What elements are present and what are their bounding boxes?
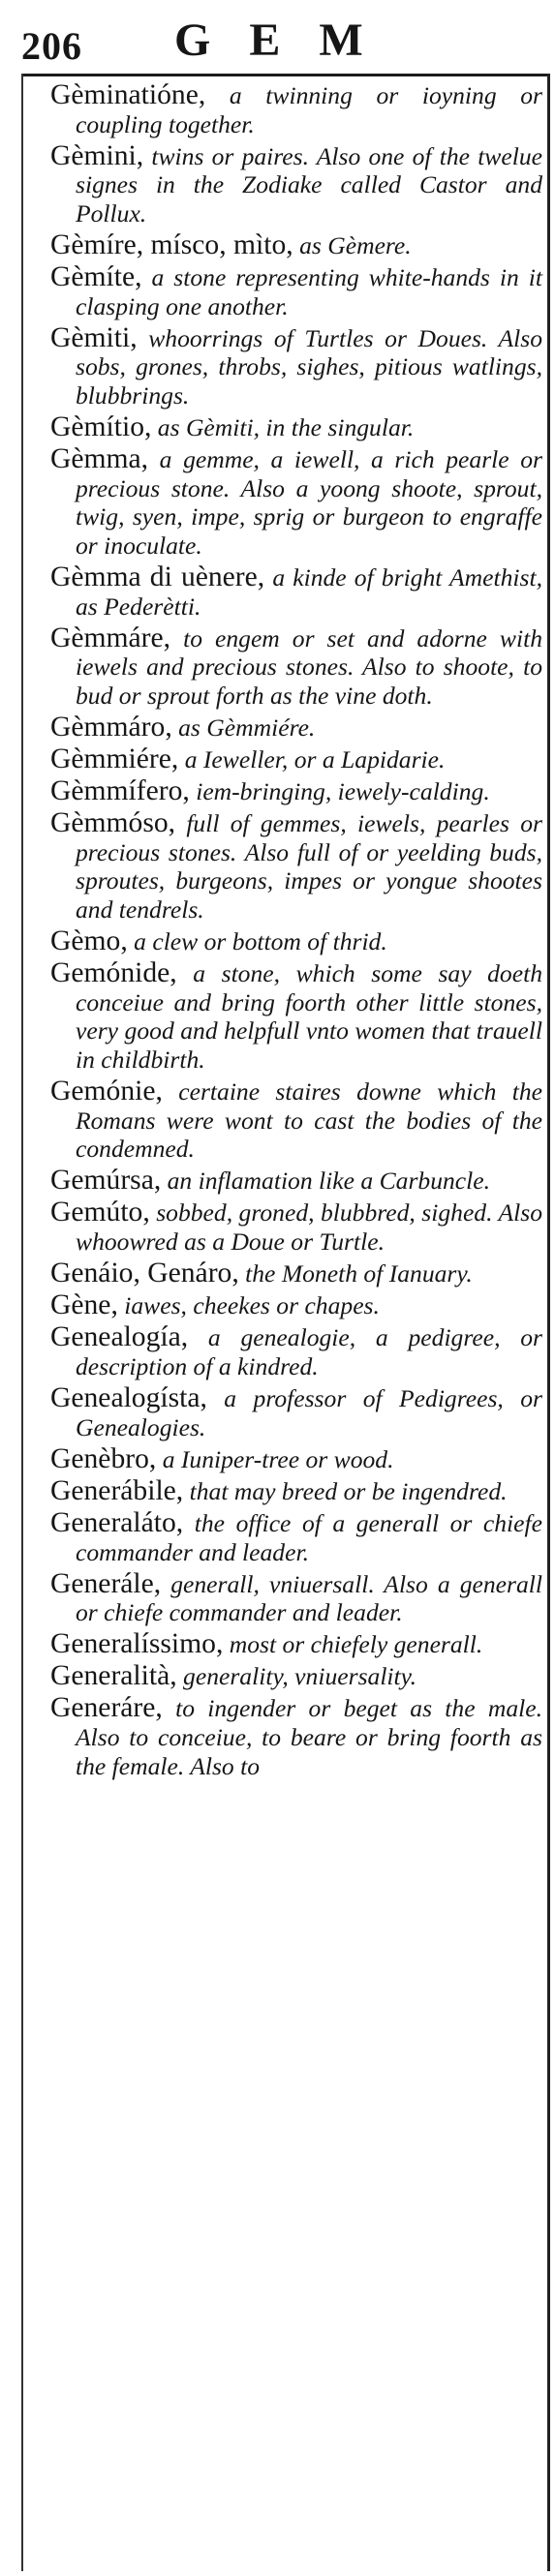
headword: Gemónide,: [50, 957, 177, 989]
definition: a professor of Pedigrees, or Genealogies.: [76, 1384, 542, 1441]
definition: a stone, which some say doeth conceiue and bring foorth other little stones, very good and helpfull vnto women that trauell in childbirth.: [76, 959, 542, 1074]
headword: Gèminatióne,: [50, 79, 206, 110]
headword: Generaláto,: [50, 1506, 184, 1538]
dictionary-entry: [29, 1323, 542, 1380]
headword: Gèmma di uènere,: [50, 561, 265, 592]
dictionary-entry: [29, 1474, 542, 1506]
dictionary-entry: [29, 1077, 542, 1164]
headword: Gèmmáre,: [50, 621, 171, 653]
definition: as Gèmiti, in the singular.: [151, 413, 415, 442]
definition: a Iuniper-tree or wood.: [156, 1444, 394, 1473]
headword: Genealogísta,: [50, 1382, 207, 1414]
definition: a genealogie, a pedigree, or description of a kindred.: [76, 1323, 542, 1380]
page-title: GEM: [174, 15, 402, 66]
dictionary-entry: [29, 1662, 542, 1691]
headword: Generáre,: [50, 1694, 163, 1724]
dictionary-entry: [29, 563, 542, 621]
dictionary-entry: [29, 413, 542, 442]
definition: the Moneth of Ianuary.: [238, 1259, 473, 1288]
headword: Gèmmáro,: [50, 711, 172, 742]
headword: Gèmma,: [50, 443, 149, 475]
definition: that may breed or be ingendred.: [183, 1476, 508, 1505]
definition: iem-bringing, iewely-calding.: [189, 777, 490, 806]
headword: Gèmini,: [50, 139, 144, 171]
definition: a gemme, a iewell, a rich pearle or precious stone. Also a yoong shoote, sprout, twig, syen, impe, sprig or burgeon to engraffe or inoculate.: [76, 445, 542, 560]
definition: to engem or set and adorne with iewels and precious stones. Also to shoote, to bud or sprout forth as the vine doth.: [76, 623, 542, 710]
dictionary-entry: [29, 1384, 542, 1441]
definition: an inflamation like a Carbuncle.: [161, 1167, 491, 1196]
dictionary-entry: [29, 1630, 542, 1659]
headword: Gèmmiére,: [50, 743, 179, 775]
dictionary-entry: [29, 1694, 542, 1825]
definition: a clew or bottom of thrid.: [127, 927, 387, 956]
definition: full of gemmes, iewels, pearles or precious stones. Also full of or yeelding buds, sproutes, burgeons, impes or yongue shootes and tendrels.: [76, 809, 542, 924]
dictionary-entry: [29, 1291, 542, 1320]
dictionary-entry: [29, 263, 542, 320]
dictionary-entry: [29, 1567, 542, 1627]
headword: Genealogía,: [50, 1321, 189, 1353]
header-rule: [21, 74, 549, 76]
dictionary-entry: [29, 1506, 542, 1566]
definition: sobbed, groned, blubbred, sighed. Also whoowred as a Doue or Turtle.: [76, 1198, 542, 1257]
headword: Gèmiti,: [50, 321, 138, 353]
running-header: [0, 0, 555, 77]
right-column-rule: [547, 74, 550, 2571]
headword: Generalíssimo,: [50, 1628, 224, 1660]
dictionary-entry: [29, 745, 542, 774]
definition: a Ieweller, or a Lapidarie.: [178, 745, 446, 774]
dictionary-entry: [29, 959, 542, 1074]
dictionary-entry: [29, 777, 542, 806]
dictionary-entry: [29, 81, 542, 138]
definition: most or chiefely generall.: [223, 1630, 483, 1659]
headword: Gèmítio,: [50, 411, 152, 443]
left-column-rule: [21, 74, 23, 2571]
headword: Generábile,: [50, 1474, 184, 1506]
definition: twins or paires. Also one of the twelue signes in the Zodiake called Castor and Pollux.: [76, 141, 542, 227]
dictionary-entry: [29, 445, 542, 560]
definition: generall, vniuersall. Also a generall or chiefe commander and leader.: [76, 1569, 542, 1627]
dictionary-entry: [29, 139, 542, 228]
definition: the office of a generall or chiefe commander and leader.: [76, 1508, 542, 1566]
dictionary-entry: [29, 228, 542, 260]
definition: generality, vniuersality.: [176, 1662, 417, 1691]
definition: a twinning or ioyning or coupling together.: [76, 81, 542, 138]
headword: Gèmíte,: [50, 261, 142, 293]
headword: Gemúto,: [50, 1197, 150, 1228]
dictionary-entry: [29, 809, 542, 924]
dictionary-entry: [29, 1259, 542, 1288]
dictionary-entry: [29, 713, 542, 742]
headword: Gène,: [50, 1289, 118, 1321]
headword: Generále,: [50, 1567, 162, 1599]
definition: as Gèmmiére.: [171, 712, 316, 742]
headword: Gemónie,: [50, 1076, 163, 1107]
headword: Gèmmóso,: [50, 807, 176, 839]
definition: a kinde of bright Amethist, as Pederètti.: [76, 563, 543, 621]
headword: Gèmmífero,: [50, 775, 190, 807]
definition: certaine staires downe which the Romans were wont to cast the bodies of the condemned.: [76, 1077, 542, 1164]
headword: Generalità,: [50, 1660, 177, 1692]
definition: whoorrings of Turtles or Doues. Also sobs, grones, throbs, sighes, pitious watlings, blubbrings.: [76, 323, 542, 409]
definition: as Gèmere.: [293, 230, 412, 259]
dictionary-entry: [29, 1442, 542, 1474]
definition: a stone representing white-hands in it clasping one another.: [76, 263, 542, 320]
dictionary-entry: [29, 1167, 542, 1196]
entry-list: [29, 81, 542, 1829]
dictionary-entry: [29, 621, 542, 711]
headword: Genáio, Genáro,: [50, 1258, 239, 1289]
headword: Gemúrsa,: [50, 1165, 162, 1197]
headword: Genèbro,: [50, 1442, 157, 1474]
dictionary-entry: [29, 321, 542, 410]
headword: Gèmíre, mísco, mìto,: [50, 228, 293, 260]
dictionary-entry: [29, 1198, 542, 1256]
definition: to ingender or beget as the male. Also to conceiue, to beare or bring foorth as the female. Also to: [76, 1694, 542, 1780]
dictionary-entry: [29, 927, 542, 956]
headword: Gèmo,: [50, 925, 128, 957]
definition: iawes, cheekes or chapes.: [117, 1291, 380, 1320]
page-number: 206: [21, 24, 82, 68]
